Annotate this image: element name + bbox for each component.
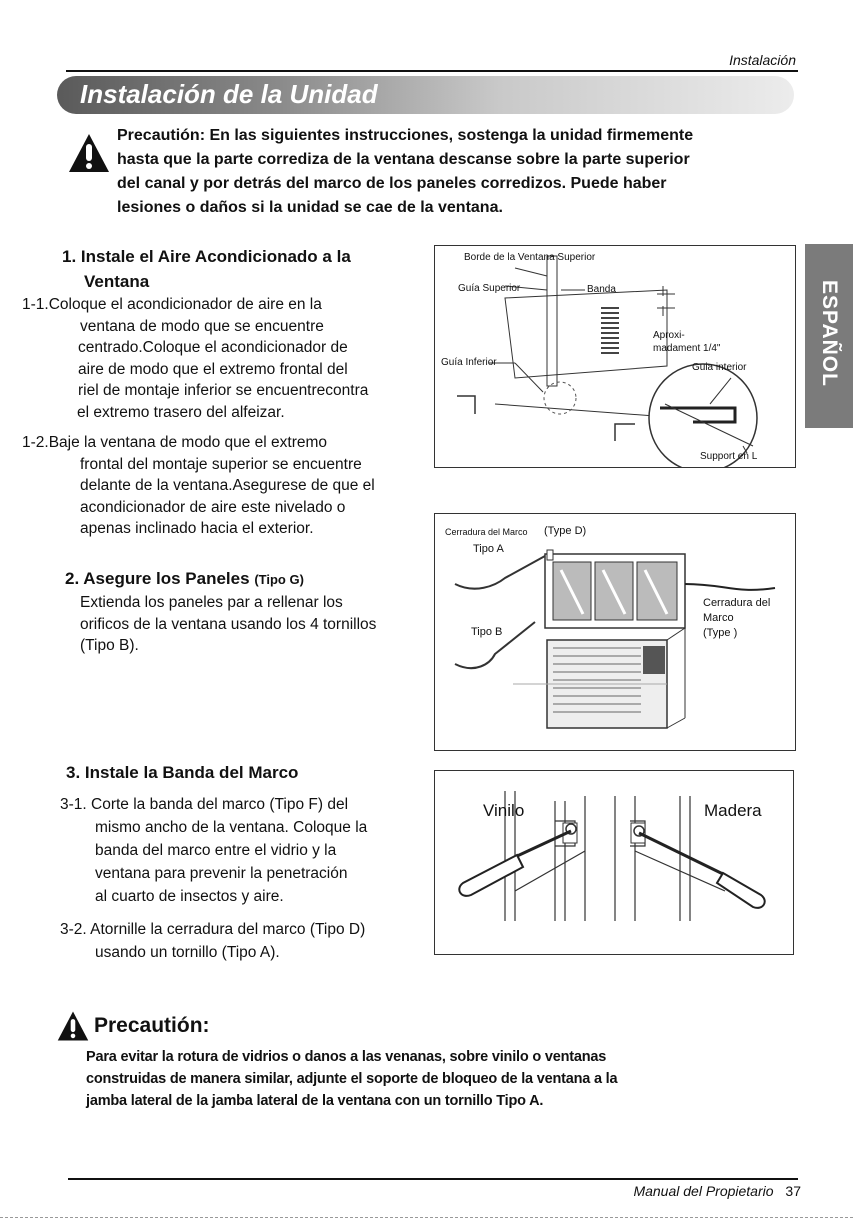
figure-window-install bbox=[434, 245, 796, 468]
page-edge bbox=[0, 1217, 853, 1218]
text-line: acondicionador de aire este nivelado o bbox=[80, 498, 346, 516]
step2-body bbox=[80, 592, 376, 657]
step1-sub1 bbox=[22, 294, 368, 423]
label-lock-right-2: Marco bbox=[703, 612, 734, 624]
top-warning bbox=[117, 124, 693, 220]
text-line: centrado.Coloque el acondicionador de bbox=[78, 339, 348, 356]
text-line: ventana para prevenir la penetración bbox=[95, 865, 348, 882]
text-line: al cuarto de insectos y aire. bbox=[95, 888, 284, 905]
step3-sub2 bbox=[60, 918, 365, 964]
text-line: banda del marco entre el vidrio y la bbox=[95, 842, 337, 859]
label-vinilo: Vinilo bbox=[483, 801, 525, 820]
step1-title: 1. Instale el Aire Acondicionado a la bbox=[62, 247, 351, 266]
text-line: frontal del montaje superior se encuentre bbox=[80, 455, 362, 473]
caution-line: construidas de manera similar, adjunte el soporte de bloqueo de la ventana a la bbox=[86, 1071, 618, 1087]
text-line: apenas inclinado hacia el exterior. bbox=[80, 520, 314, 537]
header-rule bbox=[66, 70, 798, 72]
label-support: Support en L bbox=[700, 451, 758, 462]
figure-frame-band bbox=[434, 770, 794, 955]
label-band: Banda bbox=[587, 284, 616, 295]
label-bottom-guide: Guía Inferior bbox=[441, 357, 497, 368]
page-title: Instalación de la Unidad bbox=[80, 79, 378, 109]
text-line: 3-2. Atornille la cerradura del marco (Tipo D) bbox=[60, 921, 366, 938]
text-line: riel de montaje inferior se encuentrecontra bbox=[78, 382, 369, 399]
top-warning-line: hasta que la parte corrediza de la ventana descanse sobre la parte superior bbox=[117, 151, 690, 168]
label-inner-guide: Guia interior bbox=[692, 362, 747, 373]
text-line: 3-1. Corte la banda del marco (Tipo F) del bbox=[60, 796, 349, 813]
step3-sub1 bbox=[60, 793, 367, 908]
caution-line: jamba lateral de la jamba lateral de la ventana con un tornillo Tipo A. bbox=[86, 1093, 544, 1109]
step1-sub2 bbox=[22, 432, 375, 540]
warning-icon bbox=[67, 132, 111, 174]
step3-title: 3. Instale la Banda del Marco bbox=[66, 763, 299, 782]
label-tipo-b: Tipo B bbox=[471, 626, 503, 638]
language-tab-label: ESPAÑOL bbox=[818, 280, 841, 387]
label-lock-right-1: Cerradura del bbox=[703, 597, 771, 609]
label-top-edge: Borde de la Ventana Superior bbox=[464, 252, 596, 263]
top-warning-line: lesiones o daños si la unidad se cae de la ventana. bbox=[117, 199, 503, 216]
label-lock-marco: Cerradura del Marco bbox=[445, 527, 528, 537]
top-warning-line: Precautión: En las siguientes instrucciones, sostenga la unidad firmemente bbox=[117, 127, 694, 144]
step2-title-text: 2. Asegure los Paneles bbox=[65, 569, 250, 588]
figure-frame-band-drawing bbox=[435, 771, 793, 954]
caution-body bbox=[86, 1046, 617, 1112]
label-top-guide: Guía Superior bbox=[458, 283, 521, 294]
label-type-d: (Type D) bbox=[544, 525, 587, 537]
caution-warning-icon bbox=[56, 1010, 90, 1042]
caution-title: Precautión: bbox=[94, 1014, 210, 1037]
label-lock-right-3: (Type ) bbox=[703, 627, 738, 639]
caution-line: Para evitar la rotura de vidrios o danos a las venanas, sobre vinilo o ventanas bbox=[86, 1049, 607, 1065]
page-number: 37 bbox=[785, 1183, 801, 1199]
label-approx: Aproxi- bbox=[653, 330, 685, 341]
step2-title bbox=[65, 569, 304, 589]
text-line: ventana de modo que se encuentre bbox=[80, 317, 324, 335]
step1-title-cont: Ventana bbox=[84, 272, 150, 291]
text-line: Extienda los paneles par a rellenar los bbox=[80, 594, 343, 611]
step2-title-suffix: (Tipo G) bbox=[254, 572, 304, 587]
text-line: delante de la ventana.Asegurese de que el bbox=[80, 477, 375, 494]
footer-rule bbox=[68, 1178, 798, 1180]
language-tab bbox=[805, 244, 853, 428]
footer-manual-title: Manual del Propietario bbox=[633, 1183, 774, 1199]
text-line: (Tipo B). bbox=[80, 637, 139, 654]
text-line: el extremo trasero del alfeizar. bbox=[77, 403, 285, 421]
text-line: mismo ancho de la ventana. Coloque la bbox=[95, 819, 368, 836]
text-line: aire de modo que el extremo frontal del bbox=[78, 360, 348, 378]
text-line: orificos de la ventana usando los 4 tornillos bbox=[80, 615, 377, 633]
label-madera: Madera bbox=[704, 801, 762, 820]
text-line: 1-1.Coloque el acondicionador de aire en la bbox=[22, 296, 322, 313]
section-label: Instalación bbox=[729, 52, 796, 68]
text-line: 1-2.Baje la ventana de modo que el extremo bbox=[22, 434, 328, 451]
label-approx-2: madament 1/4" bbox=[653, 343, 721, 354]
top-warning-line: del canal y por detrás del marco de los paneles corredizos. Puede haber bbox=[117, 175, 667, 192]
footer bbox=[633, 1183, 801, 1199]
figure-panels bbox=[434, 513, 796, 751]
label-tipo-a: Tipo A bbox=[473, 543, 504, 555]
text-line: usando un tornillo (Tipo A). bbox=[95, 944, 280, 961]
